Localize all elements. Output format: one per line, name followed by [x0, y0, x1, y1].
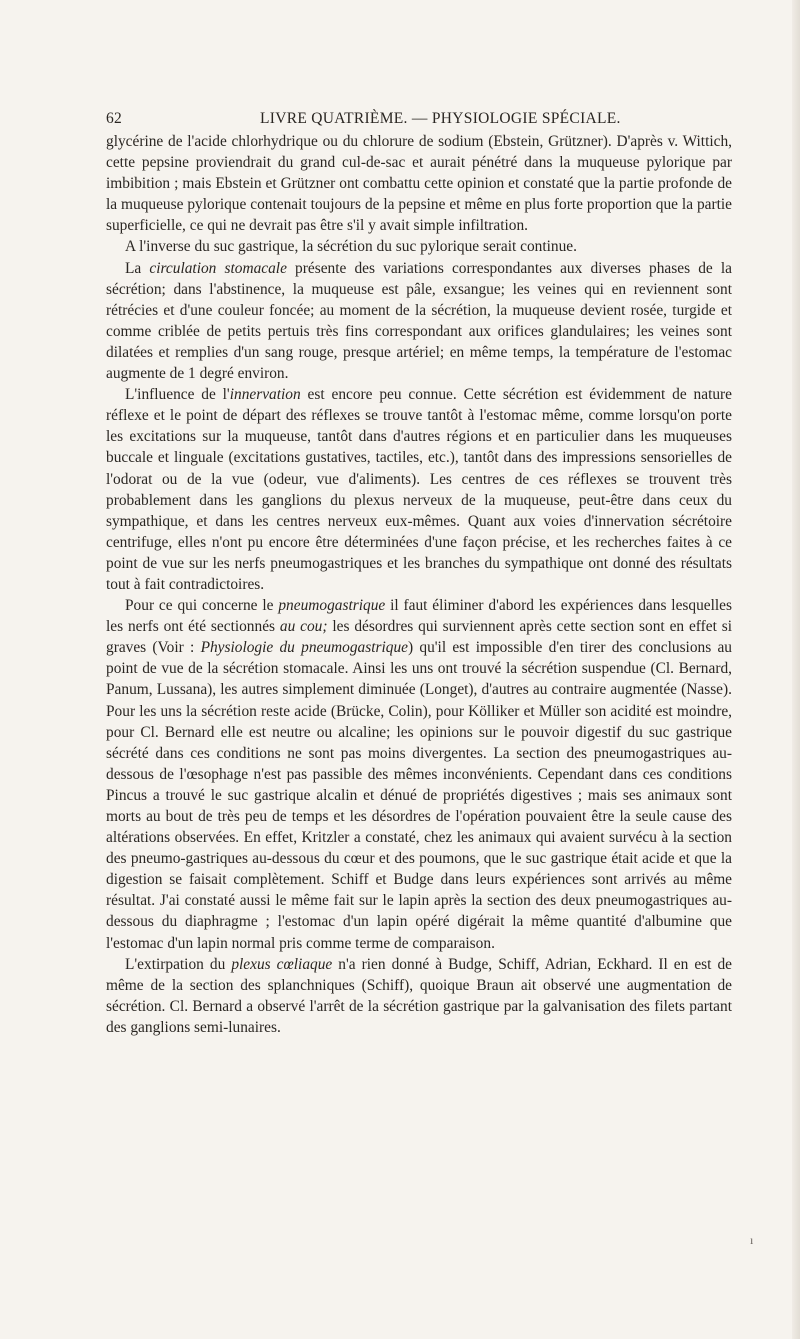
paragraph-5-text-a: il faut éliminer d'abord les expériences dans lesquelles les nerfs ont été sectionnés	[106, 597, 732, 636]
paragraph-6	[106, 954, 732, 1038]
stray-mark: ı	[750, 1233, 754, 1247]
term-innervation: innervation	[229, 386, 301, 404]
paragraph-5-lead: Pour ce qui concerne le	[125, 597, 279, 615]
paragraph-1: glycérine de l'acide chlorhydrique ou du chlorure de sodium (Ebstein, Grützner). D'après v. Wittich, cette pepsine proviendrait du grand cul-de-sac et aurait pénétré dans la muqueuse pylorique par imbibition ; mais Ebstein et Grützner ont combattu cette opinion et constaté que la partie profonde de la muqueuse pylorique contenait toujours de la pepsine et même en plus forte proportion que la partie superficielle, ce qui ne devrait pas être s'il y avait simple infiltration.	[106, 133, 732, 235]
paragraph-6-lead: L'extirpation du	[125, 955, 232, 973]
paragraph-4-lead: L'influence de l'	[125, 386, 230, 404]
term-pneumogastrique: pneumogastrique	[278, 597, 386, 615]
term-au-cou: au cou;	[279, 618, 328, 636]
paragraph-4	[106, 384, 732, 595]
paragraph-6-text: n'a rien donné à Budge, Schiff, Adrian, Eckhard. Il en est de même de la section des splanchniques (Schiff), quoique Braun ait observé une augmentation de sécrétion. Cl. Bernard a observé l'arrêt de la sécrétion gastrique par la galvanisation des filets partant des ganglions semi-lunaires.	[106, 955, 733, 1036]
paragraph-3	[106, 258, 732, 385]
reference-title: Physiologie du pneumogastrique	[200, 639, 408, 657]
paragraph-3-lead: La	[125, 259, 150, 277]
paragraph-3-text: présente des variations correspondantes aux diverses phases de la sécrétion; dans l'abstinence, la muqueuse est pâle, exsangue; les veines qui en reviennent sont rétrécies et d'une couleur foncée; au moment de la sécrétion, la muqueuse devient rosée, turgide et comme criblée de petits pertuis très fins correspondant aux orifices glandulaires; les veines sont dilatées et remplies d'un sang rouge, presque artériel; en même temps, la température de l'estomac augmente de 1 degré environ.	[106, 259, 732, 383]
paragraph-4-text: est encore peu connue. Cette sécrétion est évidemment de nature réflexe et le point de départ des réflexes se trouve tantôt à l'estomac même, comme lorsqu'on porte les excitations sur la muqueuse, tantôt dans d'autres régions et en particulier dans les muqueuses buccale et linguale (excitations gustatives, tactiles, etc.), tantôt dans des impressions sensorielles de l'odorat ou de la vue (odeur, vue d'aliments). Les centres de ces réflexes se trouvent très probablement dans les ganglions du plexus nerveux de la muqueuse, peut-être dans ceux du sympathique, et dans les centres nerveux eux-mêmes. Quant aux voies d'innervation sécrétoire centrifuge, elles n'ont pu encore être déterminées d'une façon précise, et les recherches faites à ce point de vue sur les nerfs pneumogastriques et les branches du sympathique ont donné des résultats tout à fait contradictoires.	[106, 386, 733, 593]
paragraph-5-text-c: ) qu'il est impossible d'en tirer des conclusions au point de vue de la sécrétion stomacale. Ainsi les uns ont trouvé la sécrétion suspendue (Cl. Bernard, Panum, Lussana), les autres simplement diminuée (Longet), d'autres au contraire augmentée (Nasse). Pour les uns la sécrétion reste acide (Brücke, Colin), pour Kölliker et Müller son acidité est moindre, pour Cl. Bernard elle est neutre ou alcaline; les opinions sur le pouvoir digestif du suc gastrique sécrété dans ces conditions ne sont pas moins divergentes. La section des pneumogastriques au-dessous de l'œsophage n'est pas passible des mêmes inconvénients. Cependant dans ces conditions Pincus a trouvé le suc gastrique alcalin et dénué de propriétés digestives ; mais ses animaux sont morts au bout de très peu de temps et les désordres de l'opération pouvaient être la seule cause des altérations observées. En effet, Kritzler a constaté, chez les animaux qui avaient survécu à la section des pneumo-gastriques au-dessous du cœur et des poumons, que le suc gastrique était acide et que la digestion se faisait complètement. Schiff et Budge dans leurs expériences sont arrivés au même résultat. J'ai constaté aussi le même fait sur le lapin après la section des deux pneumogastriques au-dessous du diaphragme ; l'estomac d'un lapin opéré digérait la même quantité d'albumine que l'estomac d'un lapin normal pris comme terme de comparaison.	[106, 639, 732, 952]
body-text	[106, 131, 732, 1038]
term-plexus-coeliaque: plexus cœliaque	[231, 955, 333, 973]
running-title: LIVRE QUATRIÈME. — PHYSIOLOGIE SPÉCIALE.	[260, 110, 621, 127]
paragraph-5-text-b: les désordres qui surviennent après cette section sont en effet si graves (Voir :	[106, 618, 732, 657]
page-edge-shadow	[792, 0, 800, 1339]
term-circulation-stomacale: circulation stomacale	[149, 259, 287, 277]
paragraph-2: A l'inverse du suc gastrique, la sécrétion du suc pylorique serait continue.	[125, 238, 577, 256]
paragraph-5	[106, 595, 732, 954]
page-number: 62	[106, 110, 123, 127]
